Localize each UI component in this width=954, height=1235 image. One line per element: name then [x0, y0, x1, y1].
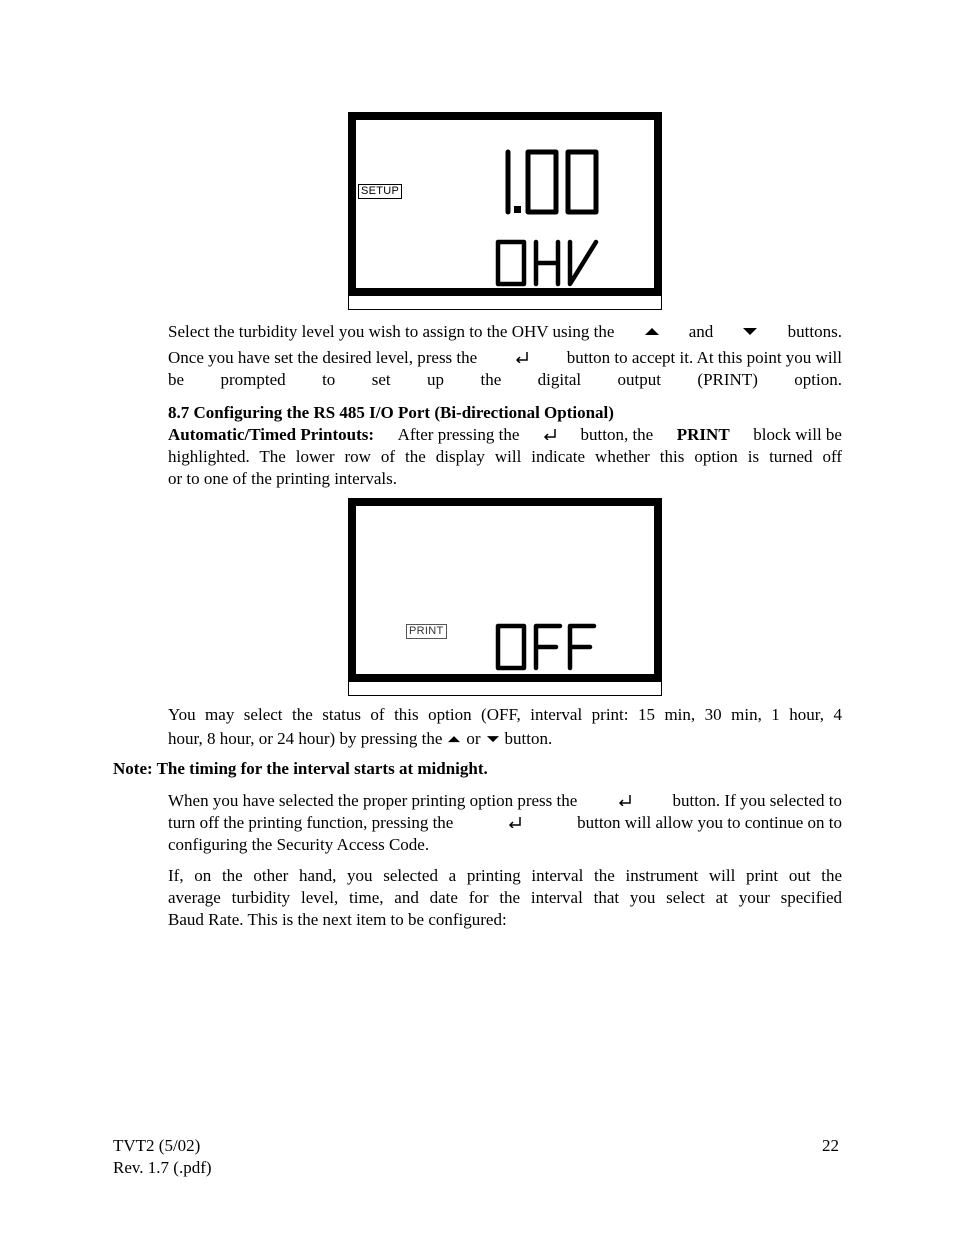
up-arrow-icon: [645, 321, 659, 343]
enter-return-icon: [515, 347, 529, 369]
para1-line3: be prompted to set up the digital output (PRINT) option.: [168, 370, 842, 389]
paragraph-printing-interval: [168, 865, 842, 931]
section-heading: 8.7 Configuring the RS 485 I/O Port (Bi-directional Optional): [168, 403, 614, 422]
paragraph-select-status: [168, 704, 842, 750]
lcd-bottom-strip: [348, 296, 662, 310]
page-number: 22: [822, 1136, 839, 1155]
para4-line1: If, on the other hand, you selected a printing interval the instrument will print out the: [168, 866, 842, 885]
para3-line2: turn off the printing function, pressing the button will allow you to continue on to: [168, 813, 842, 832]
para1-line1: Select the turbidity level you wish to assign to the OHV using the and buttons.: [168, 322, 842, 341]
paragraph-printing-option: [168, 790, 842, 856]
para2-line1: You may select the status of this option (OFF, interval print: 15 min, 30 min, 1 hour, 4: [168, 705, 842, 724]
up-arrow-icon: [448, 728, 460, 750]
footer-revision: Rev. 1.7 (.pdf): [113, 1158, 212, 1177]
print-indicator: PRINT: [406, 624, 447, 639]
lcd-mode-readout: [494, 238, 600, 288]
para1-line2: Once you have set the desired level, press the button to accept it. At this point you will: [168, 348, 842, 367]
note-midnight: Note: The timing for the interval starts at midnight.: [113, 759, 488, 778]
enter-return-icon: [618, 790, 632, 812]
down-arrow-icon: [487, 728, 499, 750]
lcd-screen: [356, 120, 654, 288]
section-line3: or to one of the printing intervals.: [168, 469, 397, 488]
enter-return-icon: [543, 424, 557, 446]
paragraph-select-turbidity: [168, 321, 842, 391]
para2-line2: hour, 8 hour, or 24 hour) by pressing the or button.: [168, 729, 553, 748]
down-arrow-icon: [743, 321, 757, 343]
lcd-frame: [348, 498, 662, 682]
lcd-mode-readout: [494, 622, 600, 672]
lcd-display-setup: [348, 112, 662, 310]
para3-line1: When you have selected the proper printing option press the button. If you selected to: [168, 791, 842, 810]
lcd-display-print: [348, 498, 662, 696]
footer-doc-id: TVT2 (5/02): [113, 1136, 201, 1155]
section-line2: highlighted. The lower row of the display will indicate whether this option is turned off: [168, 447, 842, 466]
section-rs485: [168, 402, 842, 490]
para4-line2: average turbidity level, time, and date for the interval that you select at your specified: [168, 888, 842, 907]
lcd-value-readout: [498, 148, 610, 216]
setup-indicator: SETUP: [358, 184, 402, 199]
footer-left: [113, 1135, 212, 1179]
section-line1: Automatic/Timed Printouts: After pressing the button, the PRINT block will be: [168, 425, 842, 444]
enter-return-icon: [508, 812, 522, 834]
lcd-bottom-strip: [348, 682, 662, 696]
lcd-frame: [348, 112, 662, 296]
para3-line3: configuring the Security Access Code.: [168, 835, 430, 854]
para4-line3: Baud Rate. This is the next item to be configured:: [168, 910, 507, 929]
lcd-screen: [356, 506, 654, 674]
